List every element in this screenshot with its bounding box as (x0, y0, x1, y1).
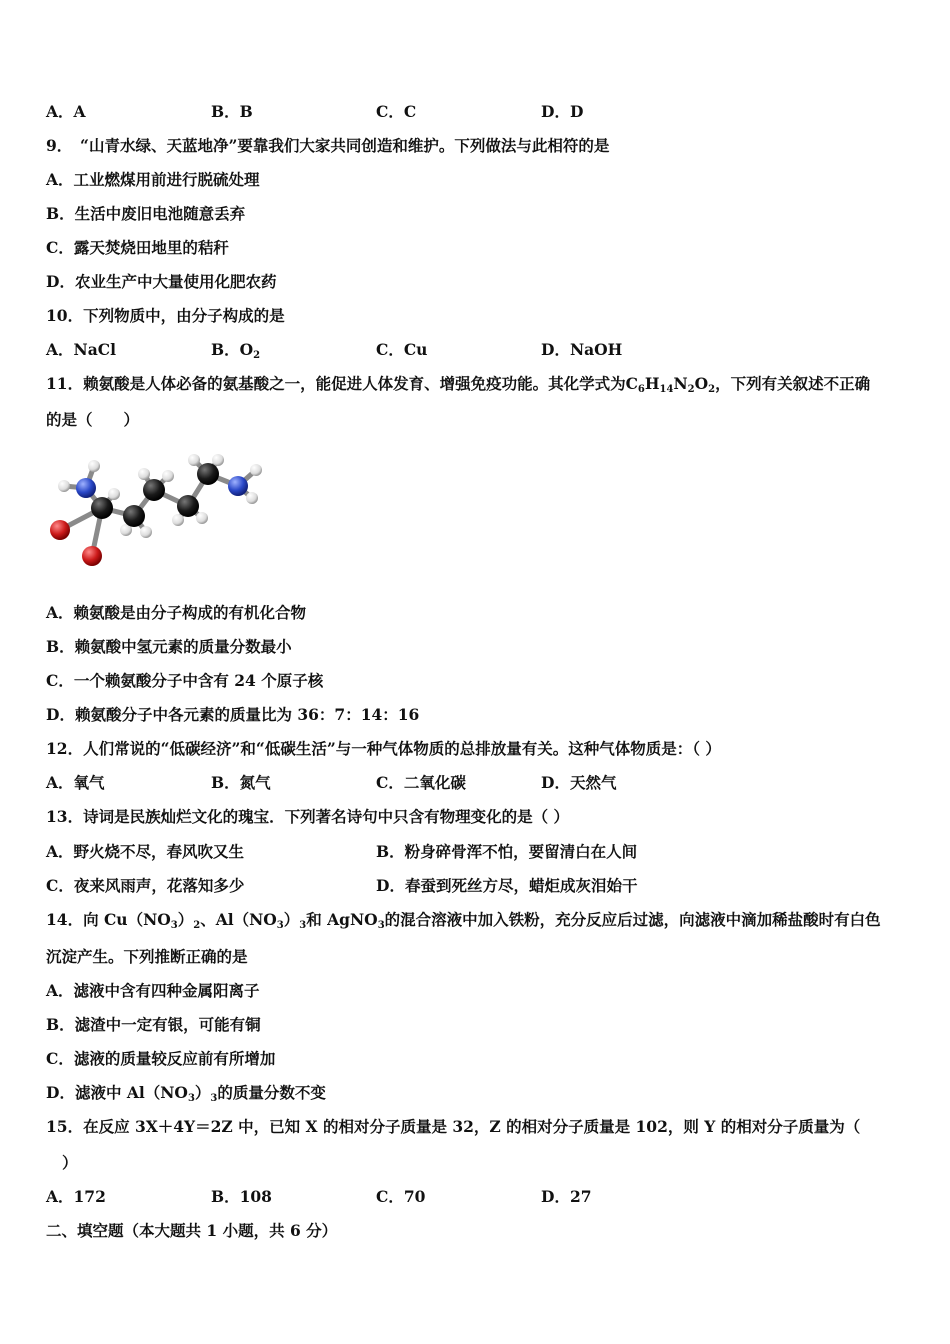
q14-option-d: D．滤液中 $Al(NO_3)_3$的质量分数不变 (46, 1083, 326, 1104)
q9-option-d: D．农业生产中大量使用化肥农药 (46, 272, 277, 291)
q10-option-c: C．Cu (376, 340, 428, 359)
q14-stem-line2: 沉淀产生。下列推断正确的是 (46, 947, 248, 966)
carbon-atom (143, 479, 165, 501)
q8-option-b: B．B (211, 102, 253, 121)
q13-option-a: A．野火烧不尽，春风吹又生 (46, 842, 245, 861)
carbon-atom (123, 505, 145, 527)
q11-option-d: D．赖氨酸分子中各元素的质量比为 36：7：14：16 (46, 705, 420, 724)
q15-option-d: D．27 (541, 1187, 592, 1206)
nitrogen-atom (228, 476, 248, 496)
q8-option-a: A．A (46, 102, 86, 121)
q12-option-c: C．二氧化碳 (376, 773, 466, 792)
q13-stem: 13．诗词是民族灿烂文化的瑰宝．下列著名诗句中只含有物理变化的是（ ） (46, 807, 569, 826)
q12-option-d: D．天然气 (541, 773, 617, 792)
lysine-molecule-model (46, 448, 276, 578)
q8-option-c: C．C (376, 102, 417, 121)
q14-option-b: B．滤渣中一定有银，可能有铜 (46, 1015, 261, 1034)
q11-option-a: A．赖氨酸是由分子构成的有机化合物 (46, 603, 307, 622)
lysine-formula: $C_6H_{14}N_2O_2$ (625, 374, 716, 395)
q10-option-b: B．$O_2$ (211, 340, 261, 361)
section-2-title: 二、填空题（本大题共 1 小题，共 6 分） (46, 1221, 338, 1240)
nitrogen-atom (76, 478, 96, 498)
q13-option-b: B．粉身碎骨浑不怕，要留清白在人间 (376, 842, 638, 861)
q13-option-d: D．春蚕到死丝方尽，蜡炬成灰泪始干 (376, 876, 638, 895)
q12-stem: 12．人们常说的“低碳经济”和“低碳生活”与一种气体物质的总排放量有关。这种气体物质是：（ ） (46, 739, 721, 758)
q14-option-c: C．滤液的质量较反应前有所增加 (46, 1049, 276, 1068)
q9-option-c: C．露天焚烧田地里的秸秆 (46, 238, 229, 257)
q12-option-b: B．氮气 (211, 773, 271, 792)
q12-option-a: A．氧气 (46, 773, 105, 792)
q9-option-a: A．工业燃煤用前进行脱硫处理 (46, 170, 260, 189)
q11-option-b: B．赖氨酸中氢元素的质量分数最小 (46, 637, 292, 656)
q10-stem: 10．下列物质中，由分子构成的是 (46, 306, 285, 325)
q14-stem: 14．向 $Cu(NO_3)_2$、$Al(NO_3)_3$和 AgNO$_3$的混合溶液中加入铁粉，充分反应后过滤，向滤液中滴加稀盐酸时有白色 (46, 910, 881, 931)
q9-stem: 9． “山青水绿、天蓝地净”要靠我们大家共同创造和维护。下列做法与此相符的是 (46, 136, 610, 155)
q15-option-a: A．172 (46, 1187, 106, 1206)
oxygen-atom (82, 546, 102, 566)
q11-stem: 11．赖氨酸是人体必备的氨基酸之一，能促进人体发育、增强免疫功能。其化学式为$C_6H_{14}N_2O_2$，下列有关叙述不正确 (46, 374, 871, 395)
oxygen-atom (50, 520, 70, 540)
q10-option-d: D．NaOH (541, 340, 623, 359)
q15-stem: 15．在反应 3X＋4Y＝2Z 中，已知 X 的相对分子质量是 32，Z 的相对分子质量是 102，则 Y 的相对分子质量为（ (46, 1117, 861, 1136)
q9-option-b: B．生活中废旧电池随意丢弃 (46, 204, 246, 223)
q11-stem-line2: 的是（ ） (46, 410, 140, 429)
q15-option-c: C．70 (376, 1187, 426, 1206)
q15-option-b: B．108 (211, 1187, 272, 1206)
carbon-atom (177, 495, 199, 517)
q13-option-c: C．夜来风雨声，花落知多少 (46, 876, 245, 895)
molecule-bonds (60, 460, 256, 556)
q8-option-d: D．D (541, 102, 584, 121)
carbon-atom (197, 463, 219, 485)
q14-option-a: A．滤液中含有四种金属阳离子 (46, 981, 260, 1000)
q10-option-a: A．NaCl (46, 340, 116, 359)
q15-stem-line2: ） (62, 1153, 78, 1172)
carbon-atom (91, 497, 113, 519)
q11-option-c: C．一个赖氨酸分子中含有 24 个原子核 (46, 671, 324, 690)
